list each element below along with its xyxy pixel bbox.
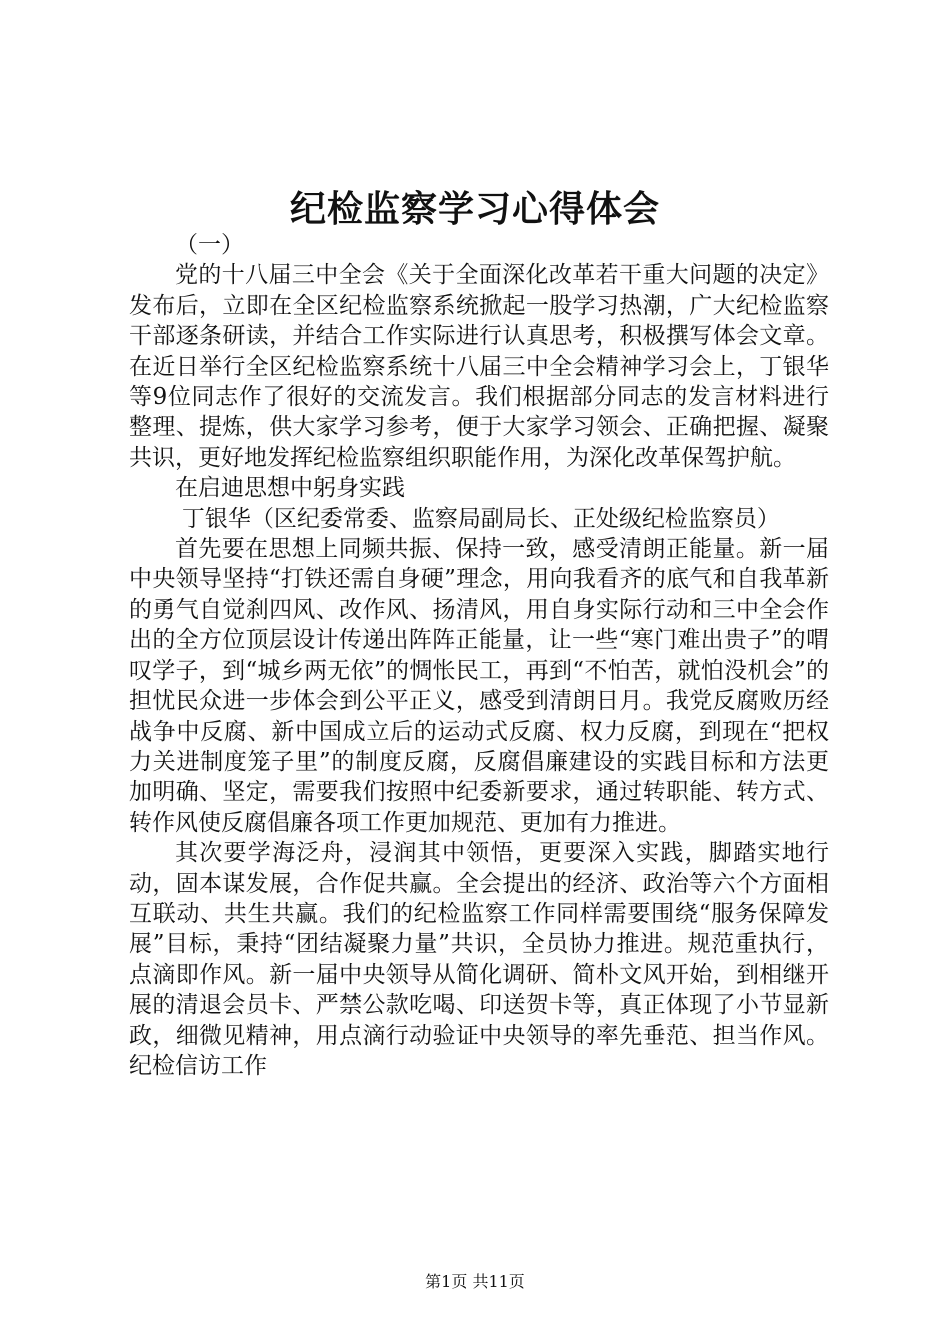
body-paragraph-1: 首先要在思想上同频共振、保持一致，感受清朗正能量。新一届中央领导坚持“打铁还需自身硬”理念，用向我看齐的底气和自我革新的勇气自觉刹四风、改作风、扬清风，用自身实际行动和三中全会作出的全方位顶层设计传递出阵阵正能量，让一些“寒门难出贵子”的喟叹学子，到“城乡两无依”的惆怅民工，再到“不怕苦，就怕没机会”的担忧民众进一步体会到公平正义，感受到清朗日月。我党反腐败历经战争中反腐、新中国成立后的运动式反腐、权力反腐，到现在“把权力关进制度笼子里”的制度反腐，反腐倡廉建设的实践目标和方法更加明确、坚定，需要我们按照中纪委新要求，通过转职能、转方式、转作风使反腐倡廉各项工作更加规范、更加有力推进。 (129, 536, 829, 836)
section-number: （一） (175, 232, 244, 258)
author-line: 丁银华（区纪委常委、监察局副局长、正处级纪检监察员） (181, 505, 780, 532)
document-title: 纪检监察学习心得体会 (289, 188, 660, 230)
article-heading: 在启迪思想中躬身实践 (175, 475, 405, 502)
intro-paragraph: 党的十八届三中全会《关于全面深化改革若干重大问题的决定》发布后，立即在全区纪检监察系统掀起一股学习热潮，广大纪检监察干部逐条研读，并结合工作实际进行认真思考，积极撰写体会文章。在近日举行全区纪检监察系统十八届三中全会精神学习会上，丁银华等9位同志作了很好的交流发言。我们根据部分同志的发言材料进行整理、提炼，供大家学习参考，便于大家学习领会、正确把握、凝聚共识，更好地发挥纪检监察组织职能作用，为深化改革保驾护航。 (129, 262, 829, 471)
page-footer: 第1页 共11页 (425, 1272, 525, 1291)
document-body (129, 230, 829, 1081)
body-paragraph-2: 其次要学海泛舟，浸润其中领悟，更要深入实践，脚踏实地行动，固本谋发展，合作促共赢。全会提出的经济、政治等六个方面相互联动、共生共赢。我们的纪检监察工作同样需要围绕“服务保障发展”目标，秉持“团结凝聚力量”共识，全员协力推进。规范重执行，点滴即作风。新一届中央领导从简化调研、简朴文风开始，到相继开展的清退会员卡、严禁公款吃喝、印送贺卡等，真正体现了小节显新政，细微见精神，用点滴行动验证中央领导的率先垂范、担当作风。纪检信访工作 (129, 840, 829, 1079)
